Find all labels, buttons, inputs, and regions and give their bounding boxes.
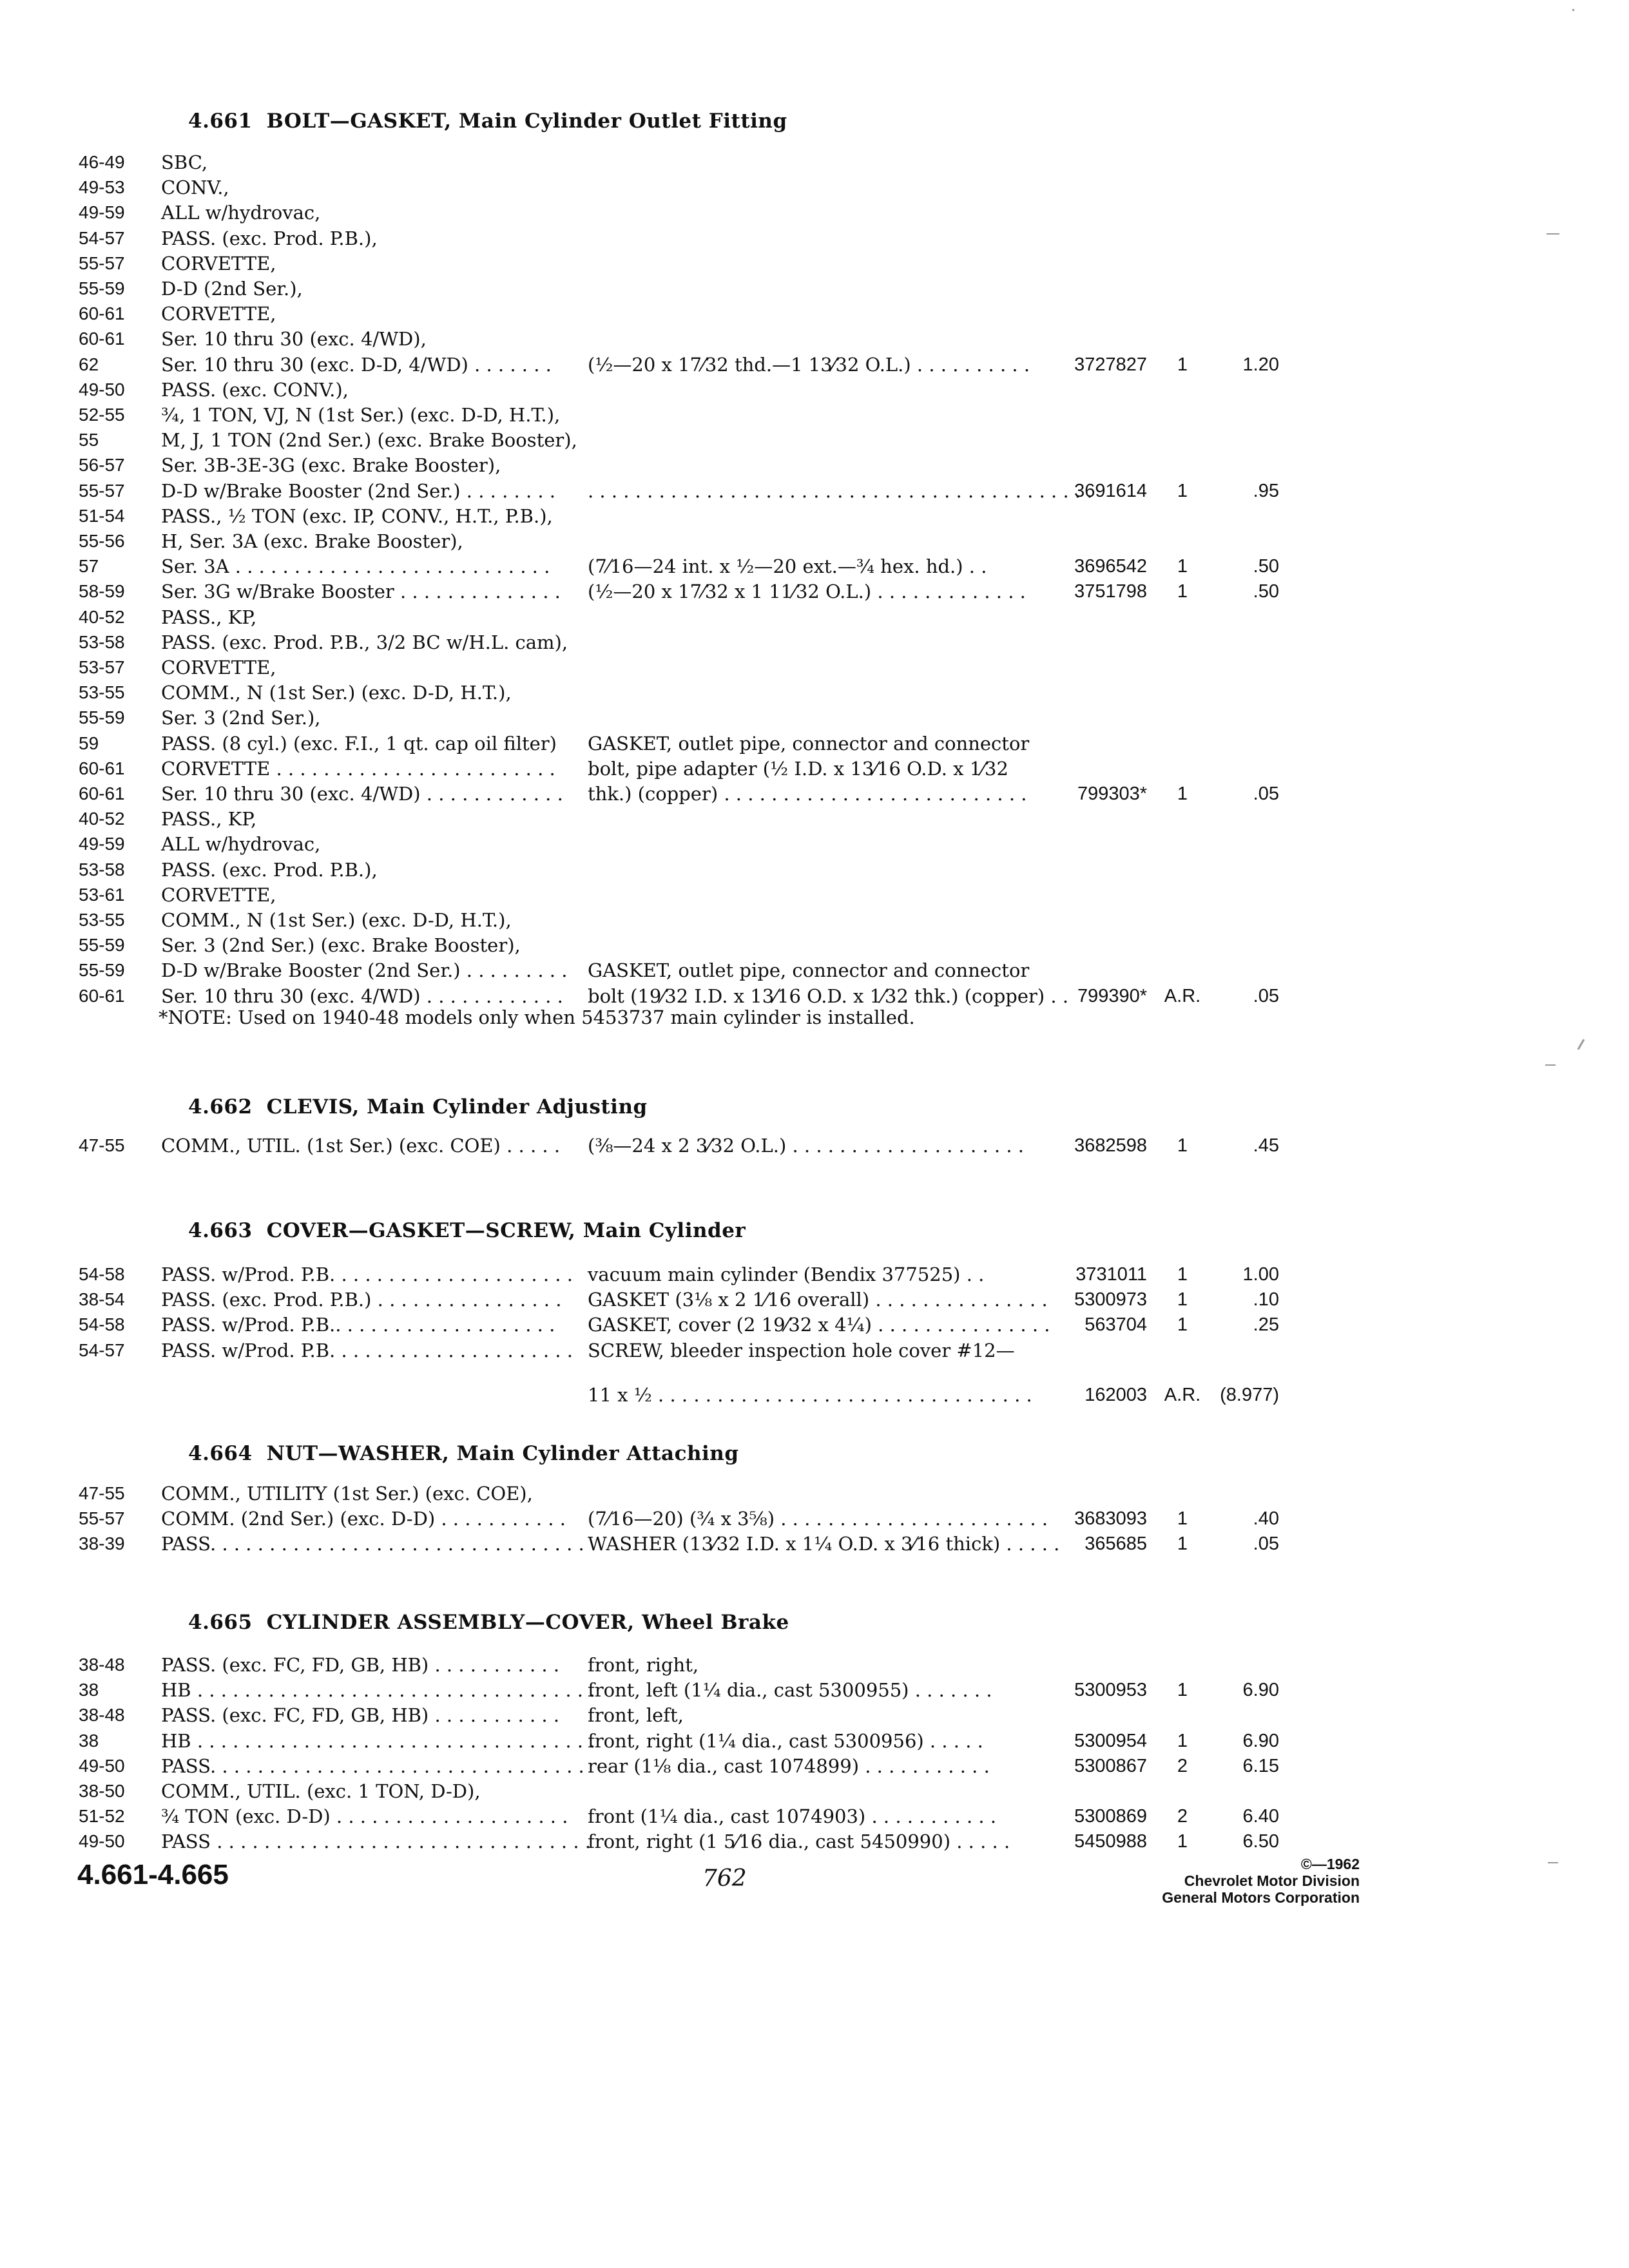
table-row (0, 705, 1629, 731)
table-row (0, 579, 1629, 604)
year-range: 55-59 (79, 935, 125, 955)
table-row (0, 629, 1629, 655)
table-row (0, 907, 1629, 933)
part-description: (7⁄16—20) (¾ x 3⅝) . . . . . . . . . . . . . . . . . . . . . . . (588, 1508, 1048, 1530)
table-row (0, 402, 1629, 428)
list-price: .50 (1253, 581, 1279, 602)
table-row (0, 604, 1629, 630)
table-row (0, 1702, 1629, 1728)
section-title (188, 1219, 746, 1242)
list-price: .40 (1253, 1508, 1279, 1529)
quantity: 1 (1177, 556, 1188, 577)
list-price: .05 (1253, 986, 1279, 1006)
table-row (0, 1312, 1629, 1338)
model-application: D-D w/Brake Booster (2nd Ser.) . . . . . . . . . (161, 959, 568, 981)
list-price: .05 (1253, 783, 1279, 804)
year-range: 55-57 (79, 481, 125, 501)
table-row (0, 857, 1629, 883)
model-application: D-D w/Brake Booster (2nd Ser.) . . . . . . . . (161, 480, 556, 502)
part-description: front, right (1 5⁄16 dia., cast 5450990) . . . . . (588, 1831, 1010, 1852)
table-row (0, 553, 1629, 579)
corporation-name: General Motors Corporation (1162, 1889, 1360, 1906)
model-application: CORVETTE, (161, 884, 276, 906)
year-range: 52-55 (79, 405, 125, 425)
list-price: 1.20 (1242, 354, 1279, 375)
table-row (0, 731, 1629, 756)
part-number: 5300954 (1074, 1731, 1147, 1751)
year-range: 60-61 (79, 783, 125, 803)
section-range: 4.661-4.665 (77, 1859, 229, 1890)
model-application: HB . . . . . . . . . . . . . . . . . . . . . . . . . . . . . . . . . . (161, 1679, 595, 1701)
list-price: 6.15 (1242, 1756, 1279, 1776)
part-number: 5300973 (1074, 1289, 1147, 1310)
table-row (0, 301, 1629, 327)
quantity: 1 (1177, 1533, 1188, 1554)
table-row (0, 478, 1629, 504)
part-number: 162003 (1084, 1385, 1147, 1405)
model-application: Ser. 3A . . . . . . . . . . . . . . . . . . . . . . . . . . . (161, 555, 550, 577)
model-application: PASS. w/Prod. P.B.. . . . . . . . . . . . . . . . . . . (161, 1314, 555, 1336)
year-range: 51-54 (79, 506, 125, 526)
year-range: 53-55 (79, 682, 125, 702)
part-number: 563704 (1084, 1314, 1147, 1335)
scan-mark (1577, 1039, 1585, 1050)
model-application: CORVETTE . . . . . . . . . . . . . . . . . . . . . . . . (161, 758, 555, 780)
list-price: .10 (1253, 1289, 1279, 1310)
part-description: (⅜—24 x 2 3⁄32 O.L.) . . . . . . . . . . . . . . . . . . . . (588, 1135, 1025, 1157)
table-row (0, 756, 1629, 782)
scan-mark (1572, 9, 1574, 11)
table-row (0, 1803, 1629, 1829)
part-number: 799303* (1077, 783, 1147, 804)
year-range: 58-59 (79, 581, 125, 601)
year-range: 49-53 (79, 177, 125, 197)
model-application: CONV., (161, 177, 229, 198)
list-price: (8.977) (1220, 1385, 1279, 1405)
table-row (0, 1382, 1629, 1408)
model-application: Ser. 3G w/Brake Booster . . . . . . . . . . . . . . (161, 581, 561, 602)
model-application: PASS. (exc. Prod. P.B.), (161, 227, 378, 249)
year-range: 55-59 (79, 707, 125, 727)
section-heading: NUT—WASHER, Main Cylinder Attaching (266, 1442, 739, 1465)
quantity: 1 (1177, 1264, 1188, 1285)
year-range: 53-55 (79, 910, 125, 930)
part-number: 5300869 (1074, 1806, 1147, 1827)
part-description: front, right, (588, 1654, 699, 1676)
year-range: 55-57 (79, 1508, 125, 1528)
year-range: 60-61 (79, 758, 125, 778)
table-row (0, 528, 1629, 554)
quantity: 1 (1177, 783, 1188, 804)
quantity: 2 (1177, 1756, 1188, 1776)
section-number: 4.661 (188, 110, 253, 133)
section-title (188, 1442, 739, 1465)
year-range: 38 (79, 1731, 99, 1751)
table-row (0, 1133, 1629, 1158)
scan-mark (1545, 1064, 1556, 1066)
page-number: 762 (702, 1865, 747, 1892)
table-row (0, 781, 1629, 807)
section-heading: CYLINDER ASSEMBLY—COVER, Wheel Brake (266, 1611, 789, 1634)
model-application: PASS., ½ TON (exc. IP, CONV., H.T., P.B.), (161, 505, 553, 527)
year-range: 60-61 (79, 329, 125, 349)
section-title (188, 1095, 648, 1119)
year-range: 60-61 (79, 986, 125, 1006)
year-range: 60-61 (79, 303, 125, 323)
quantity: 1 (1177, 1508, 1188, 1529)
part-number: 365685 (1084, 1533, 1147, 1554)
model-application: COMM., UTIL. (1st Ser.) (exc. COE) . . . . . (161, 1135, 561, 1157)
year-range: 53-58 (79, 632, 125, 652)
year-range: 54-58 (79, 1314, 125, 1334)
table-row (0, 932, 1629, 958)
part-number: 3696542 (1074, 556, 1147, 577)
quantity: 1 (1177, 481, 1188, 501)
model-application: COMM., UTIL. (exc. 1 TON, D-D), (161, 1780, 481, 1802)
model-application: PASS. (exc. Prod. P.B., 3/2 BC w/H.L. cam), (161, 631, 568, 653)
quantity: 1 (1177, 1680, 1188, 1700)
table-row (0, 983, 1629, 1009)
table-row (0, 503, 1629, 529)
table-row (0, 427, 1629, 453)
year-range: 53-57 (79, 657, 125, 677)
model-application: COMM., N (1st Ser.) (exc. D-D, H.T.), (161, 909, 512, 931)
table-row (0, 226, 1629, 251)
year-range: 55-59 (79, 278, 125, 298)
model-application: ALL w/hydrovac, (161, 833, 321, 855)
table-row (0, 1531, 1629, 1557)
model-application: PASS. . . . . . . . . . . . . . . . . . . . . . . . . . . . . . . . (161, 1533, 584, 1555)
model-application: Ser. 3 (2nd Ser.), (161, 707, 321, 729)
quantity: A.R. (1164, 986, 1201, 1006)
quantity: 1 (1177, 581, 1188, 602)
part-number: 3682598 (1074, 1135, 1147, 1156)
list-price: 1.00 (1242, 1264, 1279, 1285)
part-description: bolt (19⁄32 I.D. x 13⁄16 O.D. x 1⁄32 thk.) (copper) . . (588, 985, 1069, 1007)
year-range: 47-55 (79, 1483, 125, 1503)
part-description: (7⁄16—24 int. x ½—20 ext.—¾ hex. hd.) . . (588, 555, 987, 577)
table-row (0, 251, 1629, 276)
part-number: 3727827 (1074, 354, 1147, 375)
year-range: 55 (79, 430, 99, 450)
year-range: 40-52 (79, 809, 125, 829)
year-range: 38-50 (79, 1781, 125, 1801)
part-number: 5450988 (1074, 1831, 1147, 1852)
part-description: WASHER (13⁄32 I.D. x 1¼ O.D. x 3⁄16 thick) . . . . . (588, 1533, 1060, 1555)
part-description: vacuum main cylinder (Bendix 377525) . . (588, 1264, 985, 1285)
part-number: 3691614 (1074, 481, 1147, 501)
part-description: GASKET, outlet pipe, connector and connector (588, 959, 1030, 981)
table-row (0, 655, 1629, 680)
part-number: 5300867 (1074, 1756, 1147, 1776)
model-application: COMM., N (1st Ser.) (exc. D-D, H.T.), (161, 682, 512, 704)
list-price: .05 (1253, 1533, 1279, 1554)
model-application: PASS. . . . . . . . . . . . . . . . . . . . . . . . . . . . . . . . (161, 1755, 584, 1777)
model-application: CORVETTE, (161, 657, 276, 678)
model-application: H, Ser. 3A (exc. Brake Booster), (161, 530, 463, 552)
section-heading: BOLT—GASKET, Main Cylinder Outlet Fitting (266, 110, 787, 133)
year-range: 47-55 (79, 1135, 125, 1155)
part-number: 3731011 (1075, 1264, 1147, 1285)
part-description: (½—20 x 17⁄32 thd.—1 13⁄32 O.L.) . . . . . . . . . . (588, 354, 1030, 376)
table-row (0, 377, 1629, 403)
section-heading: COVER—GASKET—SCREW, Main Cylinder (266, 1219, 746, 1242)
table-row (0, 326, 1629, 352)
section-number: 4.662 (188, 1095, 253, 1119)
model-application: ¾ TON (exc. D-D) . . . . . . . . . . . . . . . . . . . . (161, 1805, 568, 1827)
list-price: 6.90 (1242, 1680, 1279, 1700)
model-application: PASS. (exc. FC, FD, GB, HB) . . . . . . . . . . . (161, 1654, 560, 1676)
model-application: COMM. (2nd Ser.) (exc. D-D) . . . . . . . . . . . (161, 1508, 566, 1530)
table-row (0, 200, 1629, 226)
quantity: 1 (1177, 1314, 1188, 1335)
model-application: PASS., KP, (161, 808, 257, 830)
part-description: . . . . . . . . . . . . . . . . . . . . . . . . . . . . . . . . . . . . . . . . . . . (588, 480, 1093, 502)
table-row (0, 1728, 1629, 1754)
year-range: 54-57 (79, 228, 125, 248)
table-row (0, 1753, 1629, 1779)
model-application: D-D (2nd Ser.), (161, 278, 303, 300)
table-row (0, 352, 1629, 378)
year-range: 57 (79, 556, 99, 576)
list-price: .45 (1253, 1135, 1279, 1156)
model-application: Ser. 3B-3E-3G (exc. Brake Booster), (161, 454, 501, 476)
model-application: PASS . . . . . . . . . . . . . . . . . . . . . . . . . . . . . . . . (161, 1831, 591, 1852)
table-row (0, 957, 1629, 983)
table-row (0, 831, 1629, 857)
model-application: Ser. 10 thru 30 (exc. 4/WD) . . . . . . . . . . . . (161, 985, 563, 1007)
table-row (0, 806, 1629, 832)
model-application: SBC, (161, 151, 208, 173)
model-application: Ser. 10 thru 30 (exc. 4/WD), (161, 328, 427, 350)
year-range: 53-61 (79, 885, 125, 905)
copyright-block (1095, 1856, 1360, 1906)
year-range: 62 (79, 354, 99, 374)
section-number: 4.664 (188, 1442, 253, 1465)
part-number: 5300953 (1074, 1680, 1147, 1700)
part-description: bolt, pipe adapter (½ I.D. x 13⁄16 O.D. x 1⁄32 (588, 758, 1008, 780)
table-row (0, 1506, 1629, 1532)
model-application: Ser. 10 thru 30 (exc. 4/WD) . . . . . . . . . . . . (161, 783, 563, 805)
model-application: ALL w/hydrovac, (161, 202, 321, 224)
year-range: 53-58 (79, 860, 125, 879)
model-application: ¾, 1 TON, VJ, N (1st Ser.) (exc. D-D, H.T.), (161, 404, 561, 426)
copyright-year: ©—1962 (1300, 1856, 1360, 1872)
model-application: CORVETTE, (161, 303, 276, 325)
year-range: 55-56 (79, 531, 125, 551)
part-description: front, left, (588, 1704, 684, 1726)
part-number: 3683093 (1074, 1508, 1147, 1529)
list-price: 6.90 (1242, 1731, 1279, 1751)
model-application: HB . . . . . . . . . . . . . . . . . . . . . . . . . . . . . . . . . . (161, 1730, 595, 1752)
quantity: 2 (1177, 1806, 1188, 1827)
list-price: .50 (1253, 556, 1279, 577)
part-number: 799390* (1077, 986, 1147, 1006)
table-row (0, 1338, 1629, 1363)
model-application: PASS. w/Prod. P.B. . . . . . . . . . . . . . . . . . . . . (161, 1264, 573, 1285)
year-range: 49-50 (79, 380, 125, 399)
quantity: 1 (1177, 1831, 1188, 1852)
list-price: .25 (1253, 1314, 1279, 1335)
scan-mark (1548, 1862, 1558, 1863)
year-range: 59 (79, 733, 99, 753)
table-row (0, 175, 1629, 200)
quantity: 1 (1177, 1289, 1188, 1310)
scan-mark (1547, 233, 1559, 235)
year-range: 55-57 (79, 253, 125, 273)
year-range: 38-54 (79, 1289, 125, 1309)
table-row (0, 452, 1629, 478)
section-title (188, 110, 787, 133)
model-application: PASS. (8 cyl.) (exc. F.I., 1 qt. cap oil filter) (161, 733, 557, 754)
table-row (0, 276, 1629, 302)
model-application: PASS. (exc. CONV.), (161, 379, 349, 401)
section-number: 4.665 (188, 1611, 253, 1634)
part-description: (½—20 x 17⁄32 x 1 11⁄32 O.L.) . . . . . . . . . . . . . (588, 581, 1026, 602)
year-range: 40-52 (79, 607, 125, 627)
list-price: 6.50 (1242, 1831, 1279, 1852)
model-application: PASS. (exc. Prod. P.B.) . . . . . . . . . . . . . . . . (161, 1289, 562, 1311)
year-range: 38-48 (79, 1655, 125, 1675)
part-description: GASKET, outlet pipe, connector and connector (588, 733, 1030, 754)
section-heading: CLEVIS, Main Cylinder Adjusting (266, 1095, 648, 1119)
footnote: *NOTE: Used on 1940-48 models only when 5453737 main cylinder is installed. (159, 1006, 915, 1028)
part-number: 3751798 (1074, 581, 1147, 602)
year-range: 38 (79, 1680, 99, 1700)
model-application: Ser. 3 (2nd Ser.) (exc. Brake Booster), (161, 934, 521, 956)
section-number: 4.663 (188, 1219, 253, 1242)
year-range: 56-57 (79, 455, 125, 475)
part-description: GASKET (3⅛ x 2 1⁄16 overall) . . . . . . . . . . . . . . . (588, 1289, 1048, 1311)
year-range: 49-50 (79, 1756, 125, 1776)
table-row (0, 1829, 1629, 1854)
table-row (0, 149, 1629, 175)
table-row (0, 1677, 1629, 1703)
model-application: Ser. 10 thru 30 (exc. D-D, 4/WD) . . . . . . . (161, 354, 552, 376)
table-row (0, 1652, 1629, 1678)
section-title (188, 1611, 789, 1634)
year-range: 49-59 (79, 834, 125, 854)
part-description: rear (1⅛ dia., cast 1074899) . . . . . . . . . . . (588, 1755, 990, 1777)
model-application: M, J, 1 TON (2nd Ser.) (exc. Brake Booster), (161, 429, 577, 451)
year-range: 38-48 (79, 1705, 125, 1725)
part-description: GASKET, cover (2 19⁄32 x 4¼) . . . . . . . . . . . . . . . (588, 1314, 1050, 1336)
quantity: A.R. (1164, 1385, 1201, 1405)
table-row (0, 1262, 1629, 1287)
part-description: SCREW, bleeder inspection hole cover #12— (588, 1340, 1015, 1361)
year-range: 38-39 (79, 1533, 125, 1553)
list-price: 6.40 (1242, 1806, 1279, 1827)
model-application: PASS., KP, (161, 606, 257, 628)
part-description: front (1¼ dia., cast 1074903) . . . . . . . . . . . (588, 1805, 997, 1827)
division-name: Chevrolet Motor Division (1184, 1872, 1360, 1889)
quantity: 1 (1177, 1135, 1188, 1156)
quantity: 1 (1177, 1731, 1188, 1751)
part-description: thk.) (copper) . . . . . . . . . . . . . . . . . . . . . . . . . . (588, 783, 1027, 805)
part-description: front, right (1¼ dia., cast 5300956) . . . . . (588, 1730, 983, 1752)
part-description: front, left (1¼ dia., cast 5300955) . . . . . . . (588, 1679, 992, 1701)
year-range: 54-58 (79, 1264, 125, 1284)
table-row (0, 1778, 1629, 1804)
year-range: 46-49 (79, 152, 125, 172)
quantity: 1 (1177, 354, 1188, 375)
part-description: 11 x ½ . . . . . . . . . . . . . . . . . . . . . . . . . . . . . . . . (588, 1384, 1032, 1406)
year-range: 54-57 (79, 1340, 125, 1360)
table-row (0, 1287, 1629, 1312)
year-range: 49-50 (79, 1831, 125, 1851)
model-application: COMM., UTILITY (1st Ser.) (exc. COE), (161, 1483, 533, 1504)
model-application: PASS. (exc. Prod. P.B.), (161, 859, 378, 881)
year-range: 55-59 (79, 960, 125, 980)
table-row (0, 882, 1629, 908)
table-row (0, 1481, 1629, 1506)
year-range: 49-59 (79, 202, 125, 222)
model-application: PASS. w/Prod. P.B. . . . . . . . . . . . . . . . . . . . . (161, 1340, 573, 1361)
table-row (0, 680, 1629, 706)
model-application: CORVETTE, (161, 253, 276, 274)
list-price: .95 (1253, 481, 1279, 501)
model-application: PASS. (exc. FC, FD, GB, HB) . . . . . . . . . . . (161, 1704, 560, 1726)
year-range: 51-52 (79, 1806, 125, 1826)
